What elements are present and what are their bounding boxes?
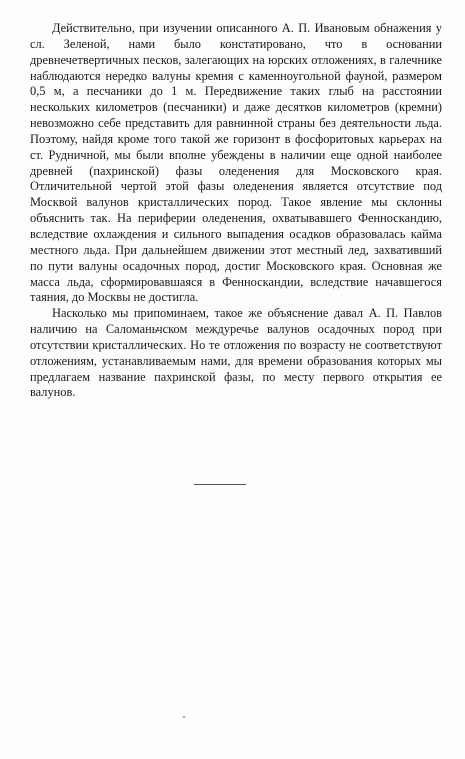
paragraph-1: Действительно, при изучении описанного А. П. Ивановым обнажения у сл. Зеленой, нами было констатировано, что в основании древнечетвертичных песков, залегающих на юрских отложениях, в галечнике наблюдаются нередко валуны кремня с каменноугольной фауной, размером 0,5 м, а песчаники до 1 м. Передвижение таких глыб на расстоянии нескольких километров (песчаники) и даже десятков километров (кремни) невозможно себе представить для равнинной страны без деятельности льда. Поэтому, найдя кроме того такой же горизонт в фосфоритовых карьерах на ст. Рудничной, мы были вполне убеждены в наличии еще одной наиболее древней (пахринской) фазы оледенения для Московского края. Отличительной чертой этой фазы оледенения является отсутствие под Москвой валунов кристаллических пород. Такое явление мы склонны объяснить так. На периферии оледенения, охватывавшего Фенноскандию, вследствие охлаждения и сильного выпадения осадков образовалась кайма местного льда. При дальнейшем движении этот местный лед, захвативший по пути валуны осадочных пород, достиг Московского края. Основная же масса льда, сформировавшаяся в Фенноскандии, вследствие начавшегося таяния, до Москвы не достигла.: [30, 21, 442, 305]
paragraph-2: Насколько мы припоминаем, такое же объяснение давал А. П. Павлов наличию на Саломаньчском междуречье валунов осадочных пород при отсутствии кристаллических. Но те отложения по возрасту не соответствуют отложениям, устанавливаемым нами, для времени образования которых мы предлагаем название пахринской фазы, по месту первого открытия ее валунов.: [30, 306, 442, 400]
body-text: [30, 21, 442, 401]
section-divider: [194, 484, 246, 485]
scan-speck: [183, 716, 185, 718]
